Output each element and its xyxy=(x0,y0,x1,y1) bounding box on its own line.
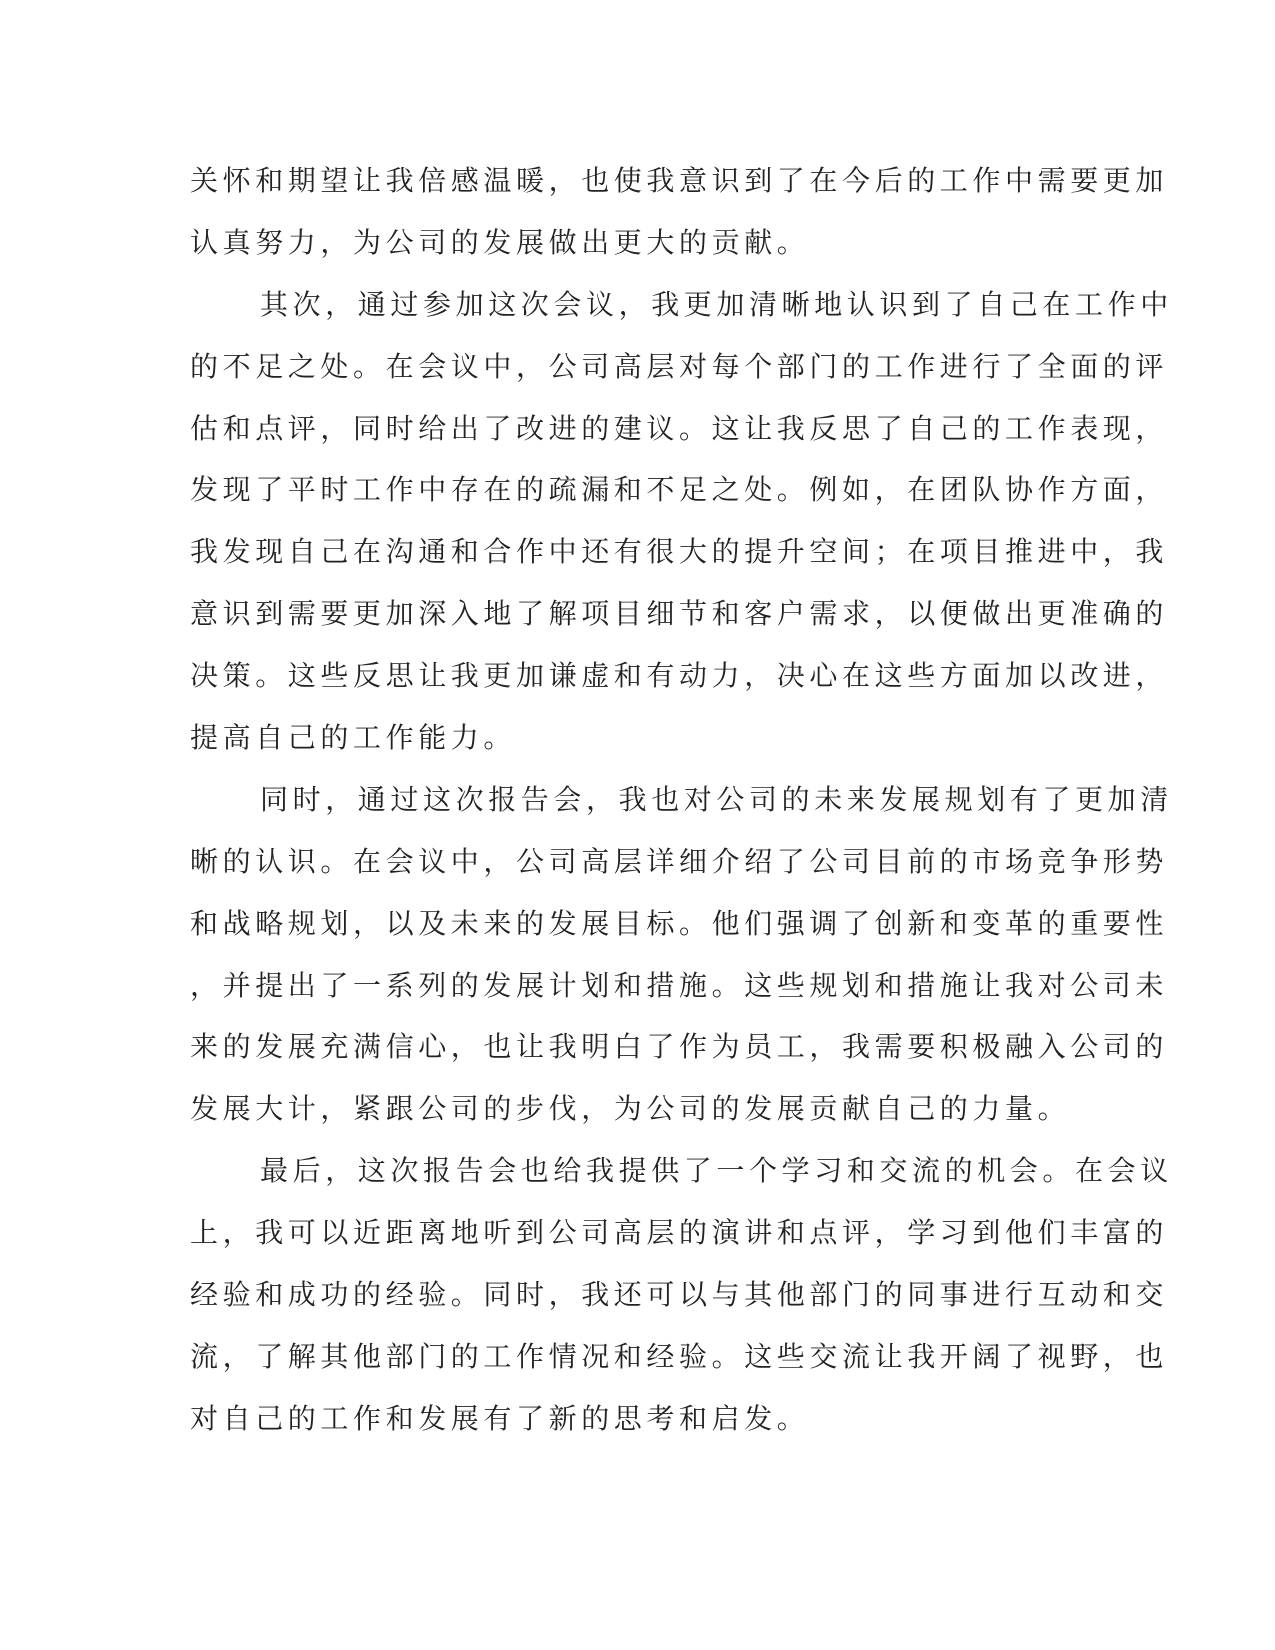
text-line-7: 我发现自己在沟通和合作中还有很大的提升空间；在项目推进中，我 xyxy=(190,535,1169,569)
text-line-2: 认真努力，为公司的发展做出更大的贡献。 xyxy=(190,225,810,259)
text-line-5: 估和点评，同时给出了改进的建议。这让我反思了自己的工作表现， xyxy=(190,411,1169,445)
body-text xyxy=(190,159,1173,1459)
text-line-11: 同时，通过这次报告会，我也对公司的未来发展规划有了更加清 xyxy=(260,782,1173,816)
text-line-18: 上，我可以近距离地听到公司高层的演讲和点评，学习到他们丰富的 xyxy=(190,1216,1169,1250)
text-line-4: 的不足之处。在会议中，公司高层对每个部门的工作进行了全面的评 xyxy=(190,349,1169,383)
text-line-20: 流，了解其他部门的工作情况和经验。这些交流让我开阔了视野，也 xyxy=(190,1339,1169,1373)
text-line-9: 决策。这些反思让我更加谦虚和有动力，决心在这些方面加以改进， xyxy=(190,659,1169,693)
text-line-17: 最后，这次报告会也给我提供了一个学习和交流的机会。在会议 xyxy=(260,1154,1173,1188)
text-line-16: 发展大计，紧跟公司的步伐，为公司的发展贡献自己的力量。 xyxy=(190,1092,1071,1126)
text-line-21: 对自己的工作和发展有了新的思考和启发。 xyxy=(190,1401,810,1435)
text-line-10: 提高自己的工作能力。 xyxy=(190,721,517,755)
text-line-3: 其次，通过参加这次会议，我更加清晰地认识到了自己在工作中 xyxy=(260,287,1173,321)
text-line-19: 经验和成功的经验。同时，我还可以与其他部门的同事进行互动和交 xyxy=(190,1278,1169,1312)
text-line-6: 发现了平时工作中存在的疏漏和不足之处。例如，在团队协作方面， xyxy=(190,473,1169,507)
text-line-8: 意识到需要更加深入地了解项目细节和客户需求，以便做出更准确的 xyxy=(190,597,1169,631)
text-line-1: 关怀和期望让我倍感温暖，也使我意识到了在今后的工作中需要更加 xyxy=(190,164,1169,197)
text-line-13: 和战略规划，以及未来的发展目标。他们强调了创新和变革的重要性 xyxy=(190,906,1169,940)
text-line-12: 晰的认识。在会议中，公司高层详细介绍了公司目前的市场竞争形势 xyxy=(190,844,1169,878)
text-line-14: ，并提出了一系列的发展计划和措施。这些规划和措施让我对公司未 xyxy=(190,968,1169,1002)
text-line-15: 来的发展充满信心，也让我明白了作为员工，我需要积极融入公司的 xyxy=(190,1030,1169,1064)
